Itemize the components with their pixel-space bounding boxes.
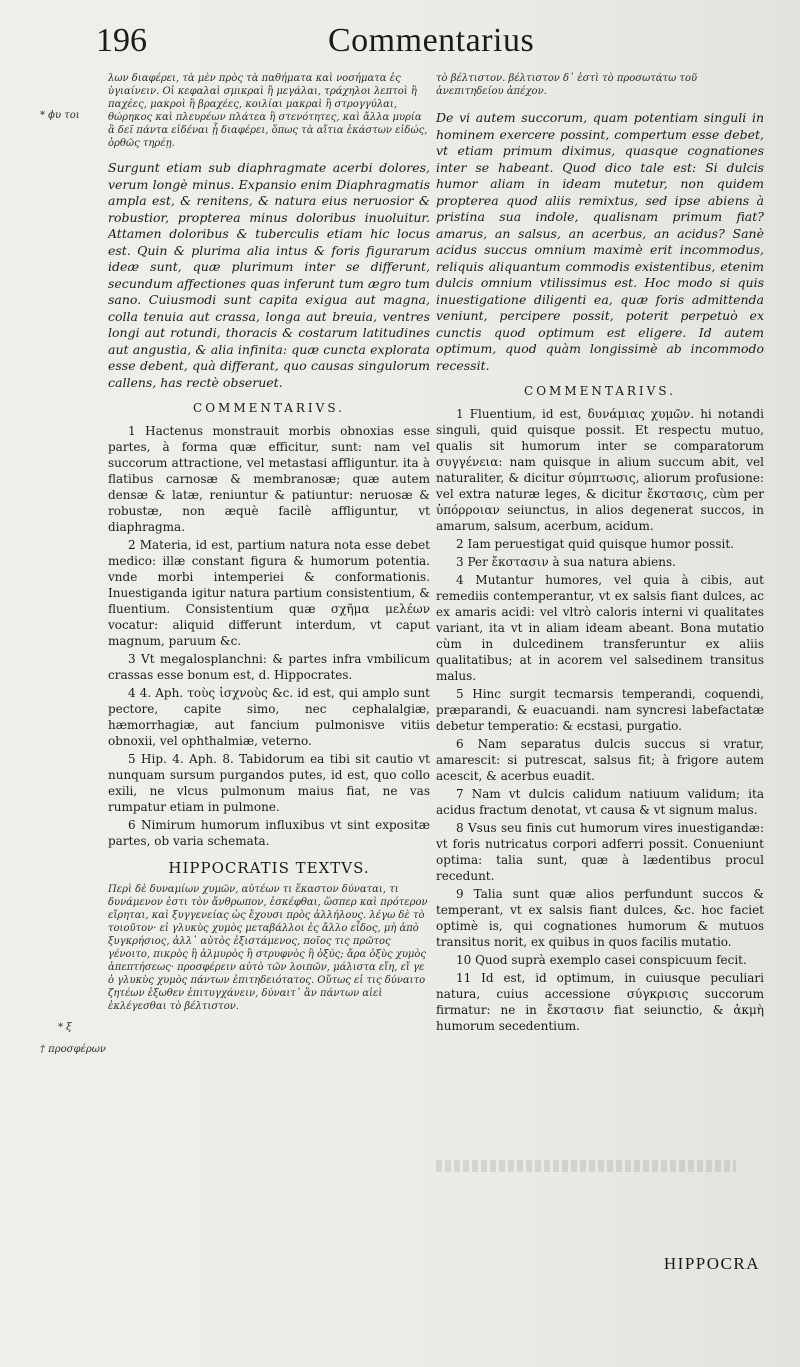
running-title: Commentarius xyxy=(328,22,535,59)
commentary-note: 2 Iam peruestigat quid quisque humor possit. xyxy=(456,537,734,551)
margin-note-lower-1: * ξ xyxy=(58,1022,72,1033)
left-column xyxy=(108,72,430,1112)
commentary-note: 8 Vsus seu finis cut humorum vires inuestigandæ: vt foris nutricatus corpori adferri possit. Conueniunt optima: talia sunt, quæ à lædentibus procul recedunt. xyxy=(436,821,764,883)
commentary-note: 1 Hactenus monstrauit morbis obnoxias esse partes, à forma quæ efficitur, sunt: nam vel succorum attractione, vel metastasi affliguntur. ita à flatibus carnosæ & membranosæ; quæ autem densæ & latæ, reniuntur & patiuntur: neruosæ & robustæ, non æquè facilè affliguntur, vt diaphragma. xyxy=(108,424,430,534)
greek-passage-bottom: Περὶ δὲ δυναμίων χυμῶν, αὐτέων τι ἕκαστον δύναται, τι δυνάμενον ἐστι τὸν ἄνθρωπον, ἐσκέφθαι, ὥσπερ καὶ πρότερον εἴρηται, καὶ ξυγγενείας ὡς ἔχουσι πρὸς ἀλλήλους. λέγω δὲ τὸ τοιοῦτον· εἰ γλυκὺς χυμὸς μεταβάλλοι ἐς ἄλλο εἶδος, μὴ ἀπὸ ξυγκρήσιος, ἀλλ᾽ αὐτὸς ἐξιστάμενος, ποῖος τις πρῶτος γένοιτο, πικρὸς ἢ ἁλμυρὸς ἢ στρυφνὸς ἢ ὀξύς; ἄρα ὀξὺς χυμὸς ἀπεπτήσεως· προσφέρειν αὐτὸ τῶν λοιπῶν, μάλιστα εἴη, εἴ γε ὁ γλυκὺς χυμὸς πάντων ἐπιτηδειότατος. Οὕτως εἰ τις δύναιτο ζητέων ἐξωθεν ἐπιτυγχάνειν, δύναιτ᾽ ἂν πάντων αἰεὶ ἐκλέγεσθαι τὸ βέλτιστον. xyxy=(108,884,428,1012)
commentary-note: 1 Fluentium, id est, δυνάμιας χυμῶν. hi notandi singuli, quid quisque possit. Et respectu mutuo, qualis sit humorum inter se comparatorum συγγένεια: nam quisque in alium succum abit, vel naturaliter, & dicitur σύμπτωσις, aliorum profusione: vel extra naturæ leges, & dicitur ἔκστασις, cùm per ὑπόρροιαν seiunctus, in alios degenerat succos, in amarum, salsum, acerbum, acidum. xyxy=(436,407,764,533)
latin-translation: Surgunt etiam sub diaphragmate acerbi dolores, verum longè minus. Expansio enim Diaphragmatis ampla est, & renitens, & natura eius neruosior & robustior, propterea minus doloribus inuoluitur. Attamen doloribus & tuberculis etiam hic locus est. Quin & plurima alia intus & foris figurarum ideæ sunt, quæ plurimum inter se differunt, secundum affectiones quas inferunt tum ægro tum sano. Cuiusmodi sunt capita exigua aut magna, colla tenuia aut crassa, longa aut breuia, ventres longi aut rotundi, thoracis & costarum latitudines aut angustia, & alia infinita: quæ cuncta explorata esse debent, quà differant, quo causas singulorum callens, has rectè obseruet. xyxy=(108,160,430,390)
commentary-note: 7 Nam vt dulcis calidum natiuum validum; ita acidus fractum denotat, vt causa & vt signum malus. xyxy=(436,787,764,817)
right-column xyxy=(436,72,764,1112)
commentary-note: 5 Hip. 4. Aph. 8. Tabidorum ea tibi sit cautio vt nunquam sursum purgandos putes, id est, quo collo exili, ne vlcus pulmonum maius fiat, ne vas rumpatur etiam in pulmone. xyxy=(108,752,430,814)
commentary-note: 2 Materia, id est, partium natura nota esse debet medico: illæ constant figura & humorum potentia. vnde morbi intemperiei & conformationis. Inuestiganda igitur natura partium consistentium, & fluentium. Consistentium quæ σχῆμα μελέων vocatur: aliquid differunt interdum, vt caput magnum, paruum &c. xyxy=(108,538,430,648)
margin-note-lower-2: † προσφέρων xyxy=(40,1044,106,1055)
commentary-note: 9 Talia sunt quæ alios perfundunt succos & temperant, vt ex salsis fiant dulces, &c. hoc faciet optimè is, qui cognationes humorum & mutuos transitus norit, ex quibus in quos facilis mutatio. xyxy=(436,887,764,949)
commentary-note: 4 4. Aph. τοὺς ἰσχνοὺς &c. id est, qui amplo sunt pectore, capite simo, nec cephalalgiæ, hæmorrhagiæ, aut fancium pulmonisve vitiis obnoxii, vel ophthalmiæ, veterno. xyxy=(108,686,430,748)
textus-heading: HIPPOCRATIS TEXTVS. xyxy=(168,859,370,877)
commentary-note: 3 Per ἔκστασιν à sua natura abiens. xyxy=(456,555,676,569)
commentary-heading: COMMENTARIVS. xyxy=(193,401,345,415)
bleed-through-text xyxy=(436,1160,736,1172)
latin-translation-right: De vi autem succorum, quam potentiam singuli in hominem exercere possint, compertum esse debet, vt etiam primum diximus, quasque cognationes inter se habeant. Quod dico tale est: Si dulcis humor aliam in ideam mutetur, non quidem propterea quod aliis remixtus, sed ipse abiens à pristina sua indole, qualisnam primum fiat? amarus, an salsus, an acerbus, an acidus? Sanè acidus succus omnium maximè erit incommodus, reliquis aliquantum commodis existentibus, etenim dulcis omnium vtilissimus est. Hoc modo si quis inuestigatione diligenti ea, quæ foris admittenda veniunt, percipere possit, poterit perpetuò ex cunctis quod optimum est eligere. Id autem optimum, quod quàm longissimè ab incommodo recessit. xyxy=(436,110,764,373)
greek-passage-top: λων διαφέρει, τὰ μὲν πρὸς τὰ παθήματα καὶ νοσήματα ἐς ὑγιαίνειν. Οἱ κεφαλαὶ σμικραὶ ἢ μεγάλαι, τράχηλοι λεπτοὶ ἢ παχέες, μακροὶ ἢ βραχέες, κοιλίαι μακραὶ ἢ στρογγύλαι, θώρηκος καὶ πλευρέων πλάτεα ἢ στενότητες, καὶ ἄλλα μυρία ἃ δεῖ πάντα εἰδέναι ᾗ διαφέρει, ὅπως τὰ αἴτια ἑκάστων εἰδώς, ὀρθῶς τηρέῃ. xyxy=(108,73,428,149)
commentary-note: 3 Vt megalosplanchni: & partes infra vmbilicum crassas esse bonum est, d. Hippocrates. xyxy=(108,652,430,682)
commentary-heading-right: COMMENTARIVS. xyxy=(524,384,676,398)
greek-passage-continued: τὸ βέλτιστον. βέλτιστον δ᾽ ἐστὶ τὸ προσωτάτω τοῦ ἀνεπιτηδείου ἀπέχον. xyxy=(436,73,698,97)
commentary-note: 11 Id est, id optimum, in cuiusque peculiari natura, cuius accessione σύγκρισις succorum firmatur: ne in ἔκστασιν fiat seiunctio, & ἀκμὴ humorum secedentium. xyxy=(436,971,764,1033)
commentary-note: 5 Hinc surgit tecmarsis temperandi, coquendi, præparandi, & euacuandi. nam syncresi labefactatæ debetur temperatio: & ecstasi, purgatio. xyxy=(436,687,764,733)
commentary-note: 10 Quod suprà exemplo casei conspicuum fecit. xyxy=(456,953,747,967)
running-header xyxy=(96,22,756,68)
commentary-note: 4 Mutantur humores, vel quia à cibis, aut remediis contemperantur, vt ex salsis fiant dulces, ac ex amaris acidi: vel vltrò caloris interni vi qualitates variant, ita vt in aliam ideam abeant. Bona mutatio cùm in dulcedinem transferuntur ex aliis qualitatibus; at in acorem vel salsedinem transitus malus. xyxy=(436,573,764,683)
catchword: HIPPOCRA xyxy=(663,1254,760,1273)
commentary-note: 6 Nimirum humorum influxibus vt sint expositæ partes, ob varia schemata. xyxy=(108,818,430,848)
page-number: 196 xyxy=(96,22,147,59)
margin-note-top: * ϕυ τοι xyxy=(40,110,80,121)
commentary-note: 6 Nam separatus dulcis succus si vratur, amarescit: si putrescat, salsus fit; à frigore autem acescit, & acerbus euadit. xyxy=(436,737,764,783)
